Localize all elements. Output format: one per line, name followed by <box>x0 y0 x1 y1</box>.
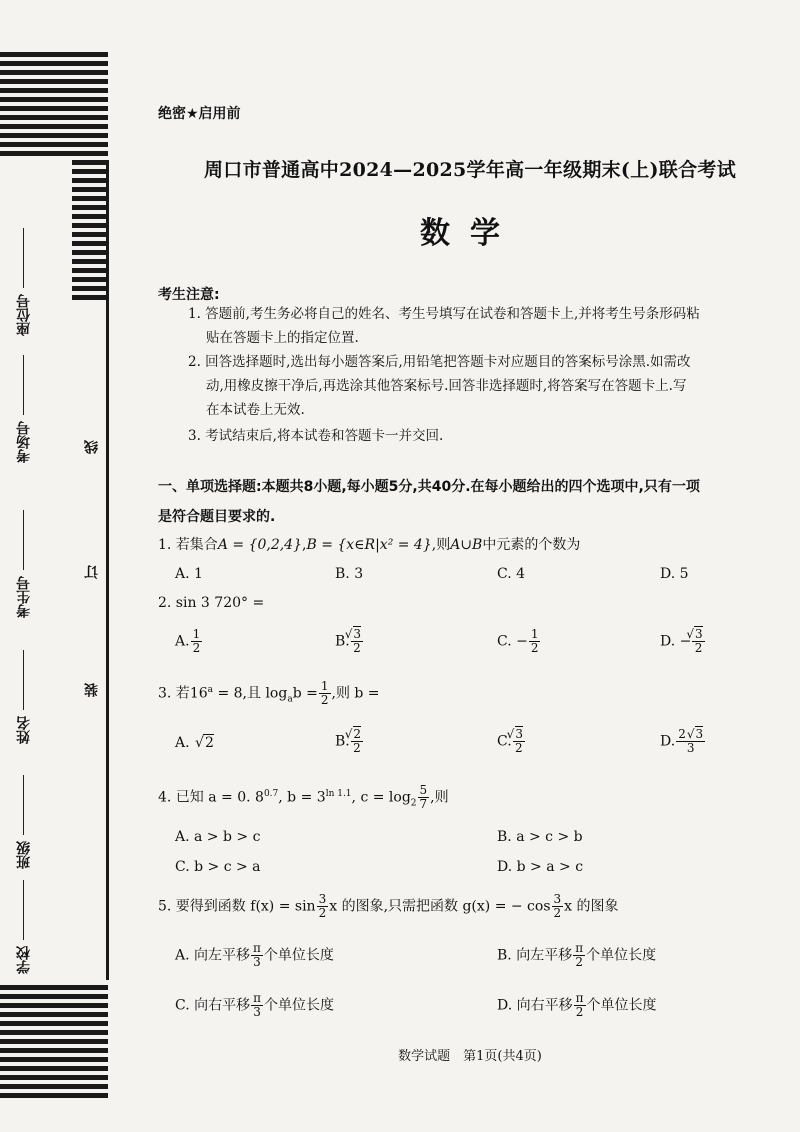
binding-stripe-33 <box>0 1021 108 1026</box>
binding-stripe-7 <box>0 115 108 120</box>
field-class: 班级 <box>14 775 54 869</box>
exam-title: 周口市普通高中2024—2025学年高一年级期末(上)联合考试 <box>203 159 737 181</box>
field-candidate-number: 考生号 <box>14 510 54 618</box>
binding-stripe-2 <box>0 70 108 75</box>
binding-stripe-6 <box>0 106 108 111</box>
question-1-option-a: A. 1 <box>175 566 203 582</box>
binding-stripe-25 <box>72 277 108 282</box>
binding-stripe-14 <box>72 178 108 183</box>
question-1-option-c: C. 4 <box>497 566 526 582</box>
question-3-stem: 3. 若$16^a = 8$,且 $\log_ab$ = $\frac{1}{2}$ ,则 b = <box>158 679 380 707</box>
binding-stripe-10 <box>0 142 108 147</box>
field-seat-number: 座位号 <box>14 228 54 336</box>
binding-stripe-41 <box>0 1093 108 1098</box>
binding-stripe-24 <box>72 268 108 273</box>
question-3-option-d: D. $\frac{2√ 3}{3}$ <box>660 728 706 755</box>
field-name: 姓名 <box>14 650 54 744</box>
binding-stripe-32 <box>0 1012 108 1017</box>
question-4-stem: 4. 已知 a = 0. $8^{0.7}$, $b = 3^{ln 1.1}$, $c = \log_2$ $\frac{5}{7}$ ,则 <box>158 783 449 811</box>
bind-mark-staple: 订 <box>84 565 100 579</box>
question-2-option-b: B. √ $\frac{3}{2}$ <box>335 628 364 655</box>
binding-stripe-22 <box>72 250 108 255</box>
question-4-option-b: B. a > c > b <box>497 829 583 845</box>
binding-stripe-26 <box>72 286 108 291</box>
binding-stripe-0 <box>0 52 108 57</box>
question-1-stem: 1. 若集合A = {0,2,4},B = {x∈R|x² = 4},则A∪B中元素的个数为 <box>158 537 581 553</box>
binding-stripe-23 <box>72 259 108 264</box>
binding-stripe-38 <box>0 1066 108 1071</box>
binding-stripe-19 <box>72 223 108 228</box>
section-heading: 一、单项选择题:本题共8小题,每小题5分,共40分.在每小题给出的四个选项中,只有一项 是符合题目要求的. <box>158 479 700 525</box>
binding-stripe-15 <box>72 187 108 192</box>
binding-stripe-36 <box>0 1048 108 1053</box>
bind-mark-line: 线 <box>84 440 100 454</box>
binding-stripe-12 <box>72 160 108 165</box>
question-1-option-d: D. 5 <box>660 566 689 582</box>
question-5-option-b: B. 向左平移 $\frac{\pi}{2}$ 个单位长度 <box>497 941 657 969</box>
notice-heading: 考生注意: <box>158 287 220 303</box>
question-5-option-a: A. 向左平移 $\frac{\pi}{3}$ 个单位长度 <box>175 941 334 969</box>
confidential-mark: 绝密★启用前 <box>158 106 241 122</box>
subject-title: 数学 <box>420 216 520 251</box>
binding-stripe-18 <box>72 214 108 219</box>
bind-mark-bind: 装 <box>84 683 100 697</box>
binding-stripe-30 <box>0 994 108 999</box>
page-footer: 数学试题 第1页(共4页) <box>398 1049 542 1064</box>
question-2-option-d: D. − √ $\frac{3}{2}$ <box>660 628 706 655</box>
binding-stripe-21 <box>72 241 108 246</box>
binding-stripe-16 <box>72 196 108 201</box>
question-3-option-b: B. √ $\frac{2}{2}$ <box>335 728 364 755</box>
question-2-option-a: A. $\frac{1}{2}$ <box>175 627 201 655</box>
binding-stripe-34 <box>0 1030 108 1035</box>
question-4-option-a: A. a > b > c <box>175 829 261 845</box>
question-2-option-c: C. − $\frac{1}{2}$ <box>497 627 539 655</box>
binding-stripe-1 <box>0 61 108 66</box>
question-5-option-d: D. 向右平移 $\frac{\pi}{2}$ 个单位长度 <box>497 991 657 1019</box>
question-3-option-c: C. √ $\frac{3}{2}$ <box>497 728 526 755</box>
binding-stripe-31 <box>0 1003 108 1008</box>
binding-stripe-17 <box>72 205 108 210</box>
binding-stripe-20 <box>72 232 108 237</box>
binding-stripe-35 <box>0 1039 108 1044</box>
binding-stripe-29 <box>0 985 108 990</box>
binding-stripe-37 <box>0 1057 108 1062</box>
notice-item-2: 2. 回答选择题时,选出每小题答案后,用铅笔把答题卡对应题目的答案标号涂黑.如需改 动,用橡皮擦干净后,再选涂其他答案标号.回答非选择题时,将答案写在答题卡上.写 在本试卷上无效. <box>188 354 691 418</box>
binding-stripe-13 <box>72 169 108 174</box>
binding-stripe-4 <box>0 88 108 93</box>
question-4-option-c: C. b > c > a <box>175 859 261 875</box>
binding-stripe-11 <box>0 151 108 156</box>
field-exam-room: 考场号 <box>14 355 54 463</box>
field-school: 学校 <box>14 880 54 974</box>
binding-stripe-39 <box>0 1075 108 1080</box>
binding-stripe-3 <box>0 79 108 84</box>
binding-stripe-27 <box>72 295 108 300</box>
question-4-option-d: D. b > a > c <box>497 859 584 875</box>
question-2-stem: 2. sin 3 720° = <box>158 595 265 611</box>
binding-border-28 <box>106 160 109 980</box>
binding-stripe-40 <box>0 1084 108 1089</box>
binding-stripe-8 <box>0 124 108 129</box>
question-3-option-a: A. √ 2 <box>175 735 214 751</box>
binding-stripe-5 <box>0 97 108 102</box>
notice-item-3: 3. 考试结束后,将本试卷和答题卡一并交回. <box>188 428 444 444</box>
notice-item-1: 1. 答题前,考生务必将自己的姓名、考生号填写在试卷和答题卡上,并将考生号条形码粘 贴在答题卡上的指定位置. <box>188 306 700 346</box>
question-5-stem: 5. 要得到函数 f(x) = sin $\frac{3}{2}$ x 的图象,只需把函数 g(x) = − cos $\frac{3}{2}$ x 的图象 <box>158 892 619 920</box>
question-1-option-b: B. 3 <box>335 566 364 582</box>
question-5-option-c: C. 向右平移 $\frac{\pi}{3}$ 个单位长度 <box>175 991 335 1019</box>
binding-stripe-9 <box>0 133 108 138</box>
